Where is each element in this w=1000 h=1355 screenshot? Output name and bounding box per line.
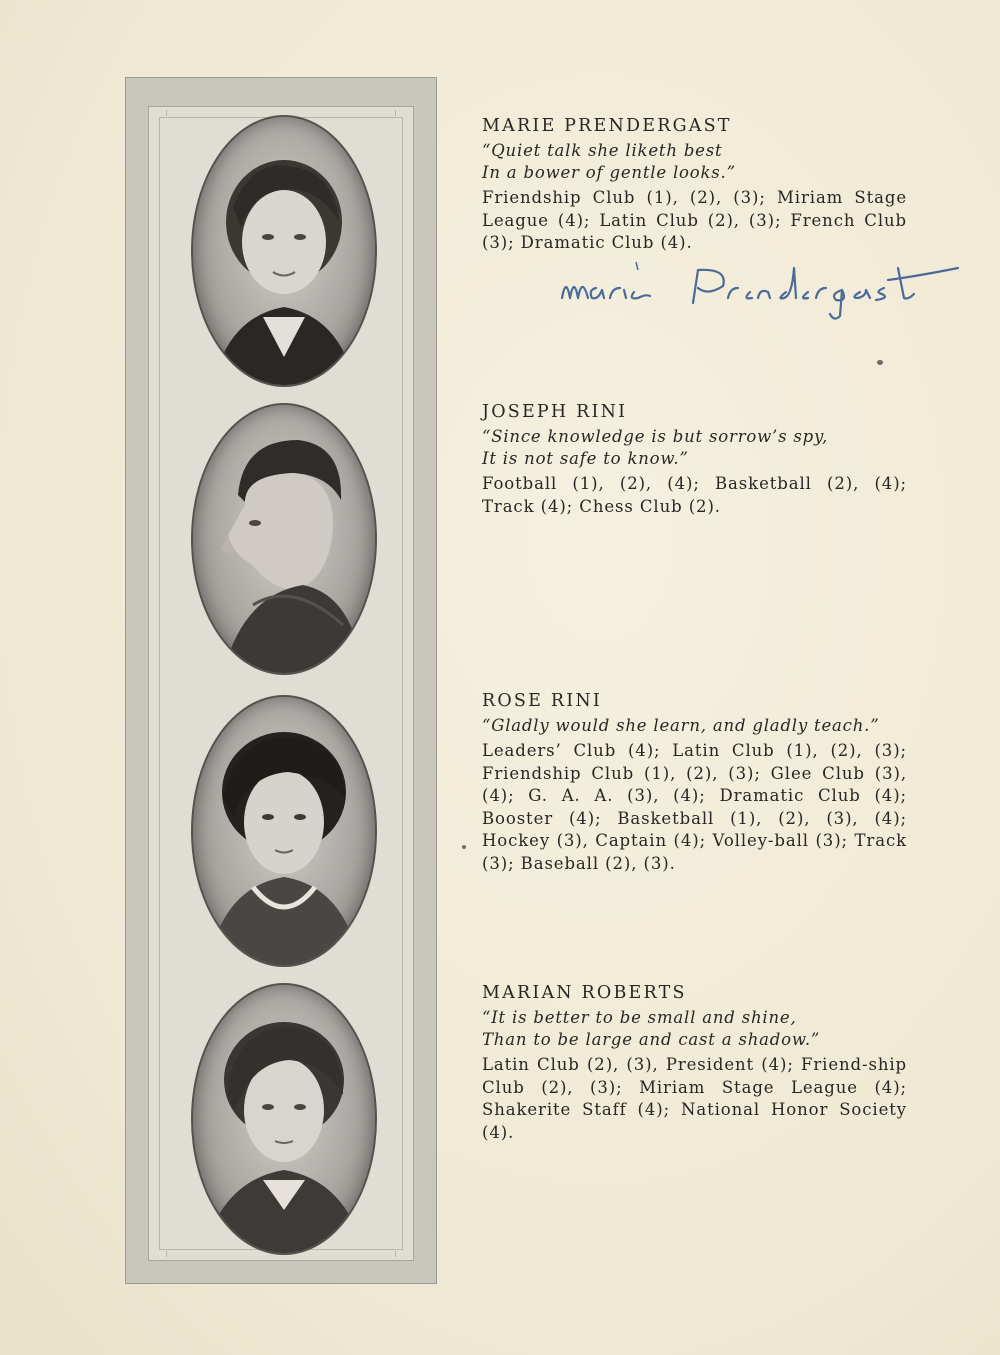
portrait-marian-roberts [191, 983, 377, 1255]
student-activities: Friendship Club (1), (2), (3); Miriam Stage League (4); Latin Club (2), (3); French Club (3); Dramatic Club (4). [482, 188, 907, 252]
student-quote-line: “Quiet talk she liketh best [482, 141, 723, 160]
student-entry [482, 116, 907, 255]
student-quote-line: “Gladly would she learn, and gladly teach.” [482, 716, 880, 735]
student-quote-line: It is not safe to know.” [482, 449, 689, 468]
paper-speck [877, 360, 883, 365]
student-quote-line: In a bower of gentle looks.” [482, 163, 736, 182]
portrait-rose-rini [191, 695, 377, 967]
paper-speck [462, 845, 466, 849]
student-entry [482, 402, 907, 518]
photo-strip [125, 77, 437, 1284]
student-activities: Latin Club (2), (3), President (4); Friend-ship Club (2), (3); Miriam Stage League (4); Shakerite Staff (4); National Honor Society (4). [482, 1055, 907, 1142]
student-name: ROSE RINI [482, 691, 602, 711]
student-name: MARIE PRENDERGAST [482, 116, 732, 136]
student-quote-line: Than to be large and cast a shadow.” [482, 1030, 821, 1049]
student-entry [482, 691, 907, 875]
handwritten-signature [558, 258, 968, 328]
student-name: MARIAN ROBERTS [482, 983, 687, 1003]
portrait-marie-prendergast [191, 115, 377, 387]
portrait-joseph-rini [191, 403, 377, 675]
student-quote-line: “It is better to be small and shine, [482, 1008, 797, 1027]
student-entry [482, 983, 907, 1144]
student-activities: Leaders’ Club (4); Latin Club (1), (2), (3); Friendship Club (1), (2), (3); Glee Club (3), (4); G. A. A. (3), (4); Dramatic Club (4); Booster (4); Basketball (1), (2), (3), (4); Hockey (3), Captain (4); Volley-ball (3); Track (3); Baseball (2), (3). [482, 741, 907, 873]
student-name: JOSEPH RINI [482, 402, 628, 422]
student-activities: Football (1), (2), (4); Basketball (2), (4); Track (4); Chess Club (2). [482, 474, 907, 516]
student-quote-line: “Since knowledge is but sorrow’s spy, [482, 427, 828, 446]
